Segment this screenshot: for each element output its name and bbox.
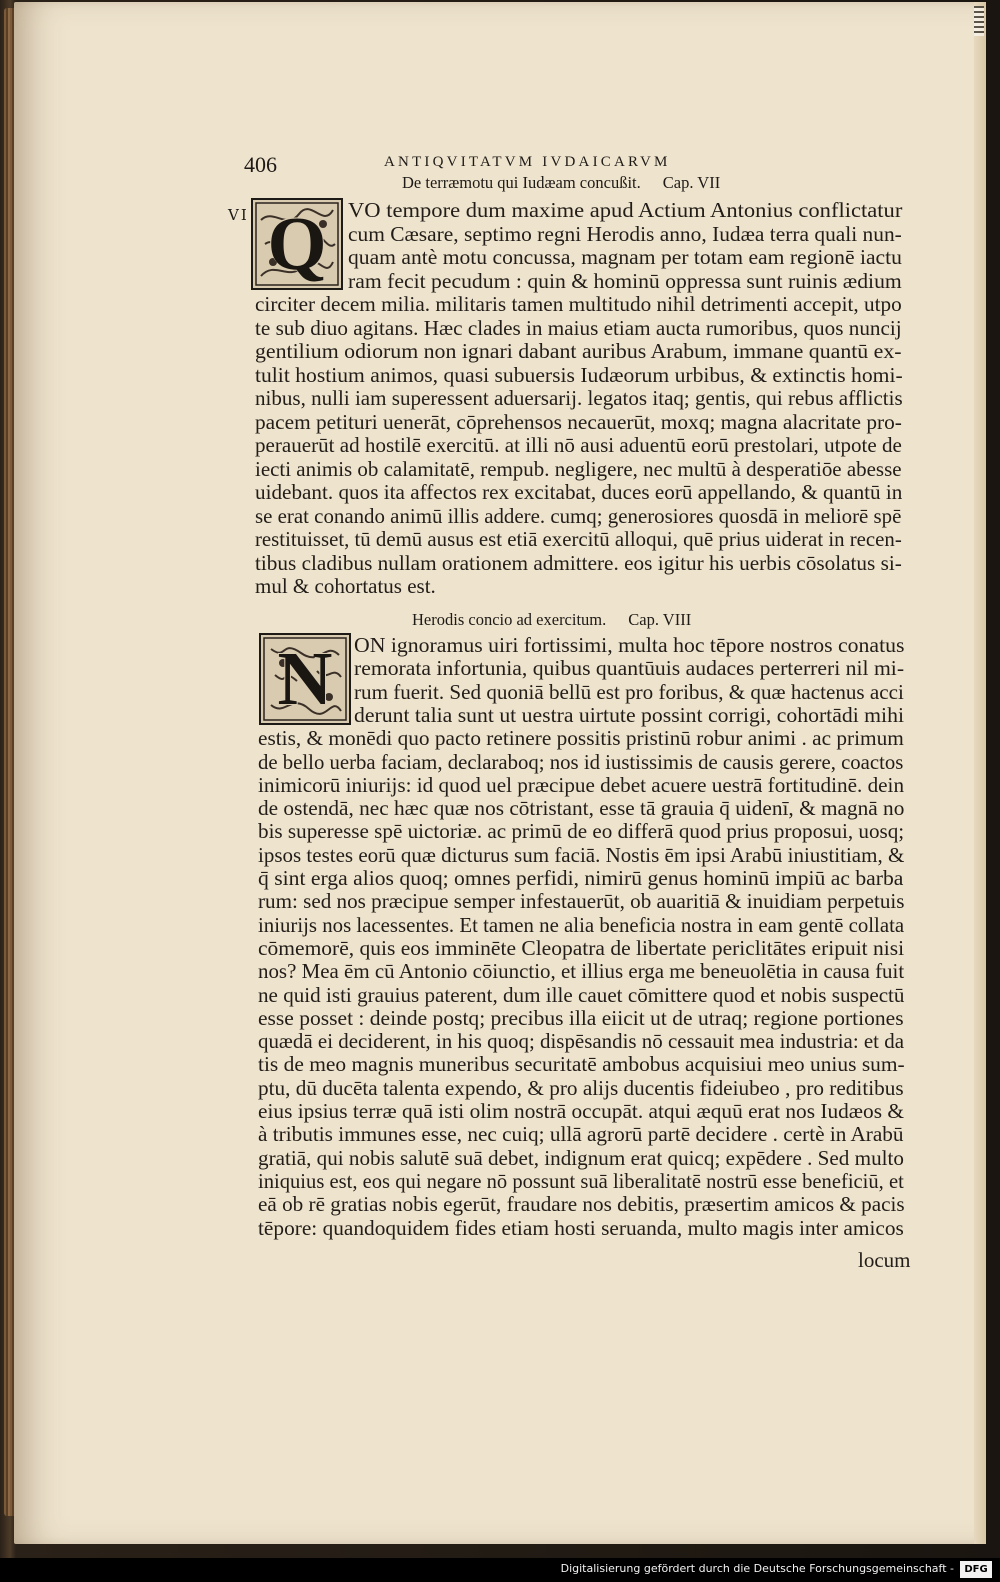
text-line: tibus cladibus nullam orationem admittere. eos igitur his uerbis cōsolatus si- [255,550,902,575]
text-line: VO tempore dum maxime apud Actium Antonius conflictatur [348,198,903,222]
dfg-logo: DFG [960,1561,992,1578]
text-line: tēpore: quandoquidem fides etiam hosti seruanda, multo magis inter amicos [258,1215,904,1240]
text-line: cum Cæsare, septimo regni Herodis anno, Iudæa terra quali nun- [348,221,902,246]
text-line: à tributis immunes esse, nec cuiq; ullā agrorū partē decidere . certè in Arabū [258,1122,904,1147]
text-line: q̄ sint erga alios quoq; omnes perfidi, nimirū genus hominū impiū ac barba [258,866,904,890]
text-line: mul & cohortatus est. [255,574,436,598]
text-line: gentilium odiorum non ignari dabant auribus Arabum, immane quantū ex- [255,339,902,363]
text-line: tulit hostium animos, quasi subuersis Iudæorum urbibus, & extinctis homi- [255,362,903,387]
chapter-7-title: De terræmotu qui Iudæam concußit. [402,173,641,192]
text-line: ipsos testes eorū quæ dicturus sum faciā. Nostis ēm ipsi Arabū iniustitiam, & [258,842,905,867]
text-line: se erat conando animū illis addere. cumq; generosiores quosdā in meliorē spē [255,503,902,528]
text-line: derunt talia sunt ut uestra uirtute possint corrigi, cohortādi mihi [354,702,904,727]
chapter-7-heading [402,173,720,193]
page-right-edge [974,2,986,1544]
decorated-initial-q [251,198,343,290]
text-line: ram fecit pecudum : quin & hominū oppressa sunt ruinis ædium [348,268,902,293]
text-line: iniquius est, eos qui negare nō possunt suā liberalitatē nostrū esse beneficiū, et [258,1168,904,1193]
text-line: de bello uerba faciam, declaraboq; nos id iustissimis de causis gerere, coactos [258,749,904,774]
chapter-8-title: Herodis concio ad exercitum. [412,610,607,629]
text-line: uidebant. quos ita affectos rex excitabat, duces eorū appellando, & quantū in [255,480,903,504]
text-line: circiter decem milia. militaris tamen multitudo nihil detrimenti accepit, utpo [255,292,902,316]
text-line: inimicorū iniurijs: id quod uel præcipue debet acuere uestrā fortitudinē. dein [258,772,905,797]
margin-note: VI [228,206,249,224]
decorated-initial-n [259,633,351,725]
text-line: de ostendā, nec hæc quæ nos cōtristant, esse tā grauia q̄ uidenī, & magnā no [258,796,905,821]
chapter-7-cap: Cap. VII [662,173,721,192]
footer-credit: Digitalisierung gefördert durch die Deutsche Forschungsgemeinschaft - [560,1562,954,1575]
text-line: eā ob rē gratias nobis egerūt, fraudare nos debitis, præsertim amicos & pacis [258,1192,905,1217]
text-line: perauerūt ad hostilē exercitū. at illi nō ausi aduentū eorū prestolari, utpote de [255,433,902,457]
text-line: te sub diuo agitans. Hæc clades in maius etiam aucta rumoribus, quos nuncij [255,315,902,340]
text-line: pacem petituri uenerāt, cōprehensos necauerūt, moxq; magna alacritate pro- [255,409,902,434]
scan-ruler [974,6,984,36]
chapter-8-heading [412,610,691,630]
text-line: ptu, dū ducēta talenta expendo, & pro alijs ducentis fideiubeo , pro reditibus [258,1075,904,1100]
initial-letter: Q [267,202,327,286]
text-line: tis de meo magnis muneribus securitatē ambobus acquisiui meo unius sum- [258,1052,905,1077]
chapter-8-cap: Cap. VIII [628,610,692,629]
text-line: rum: sed nos præcipue semper infestauerūt, ob auaritiā & inuidiam perpetuis [258,889,905,914]
footer-bar [0,1558,1000,1582]
text-line: bis superesse spē uictoriæ. ac primū de eo differā quod prius proposui, uosq; [258,819,905,844]
text-line: remorata infortunia, quibus quantūuis audaces perterreri nil mi- [354,656,905,681]
text-line: nos? Mea ēm cū Antonio cōiunctio, et illius erga me beneuolētia in causa fuit [258,959,905,984]
initial-letter: N [277,637,333,721]
text-line: iecti animis ob calamitatē, rempub. negligere, nec multū à desperatiōe abesse [255,456,902,481]
text-line: rum fuerit. Sed quoniā bellū est pro foribus, & quæ hactenus acci [354,679,904,704]
folio-number: 406 [244,152,277,177]
text-line: ON ignoramus uiri fortissimi, multa hoc tēpore nostros conatus [354,633,905,657]
text-line: quam antè motu concussa, magnam per totam eam regionē iactu [348,245,902,269]
text-line: eius ipsius terræ quā isti olim nostrā occupāt. atqui æquū erat nos Iudæos & [258,1099,904,1123]
text-line: quædā ei deciderent, in his quoq; dispēsandis nō cessauit mea industria: et da [258,1029,904,1054]
text-line: restituisset, tū demū ausus est etiā exercitū alloqui, quē prius uiderat in recen- [255,527,902,551]
text-line: cōmemorē, quis eos imminēte Cleopatra de libertate periclitātes eripuit nisi [258,935,905,960]
catchword: locum [858,1248,911,1272]
text-line: esse posset : deinde postq; precibus illa eiicit ut de utraq; regione portiones [258,1005,904,1030]
text-line: ne quid isti grauius paterent, dum ille cauet cōmittere quod et nobis suspectū [258,982,905,1007]
text-line: nibus, nulli iam superessent aduersarij. legatos itaq; gentis, qui rebus afflictis [255,386,903,410]
running-title: ANTIQVITATVM IVDAICARVM [384,154,671,170]
text-line: estis, & monēdi quo pacto retinere possitis pristinū robur animi . ac primum [258,726,904,751]
text-line: iniurijs nos lacessentes. Et tamen ne alia beneficia nostra in eam gentē collata [258,912,905,937]
text-line: gratiā, qui nobis salutē suā debet, indignum erat quicq; expēdere . Sed multo [258,1145,904,1170]
